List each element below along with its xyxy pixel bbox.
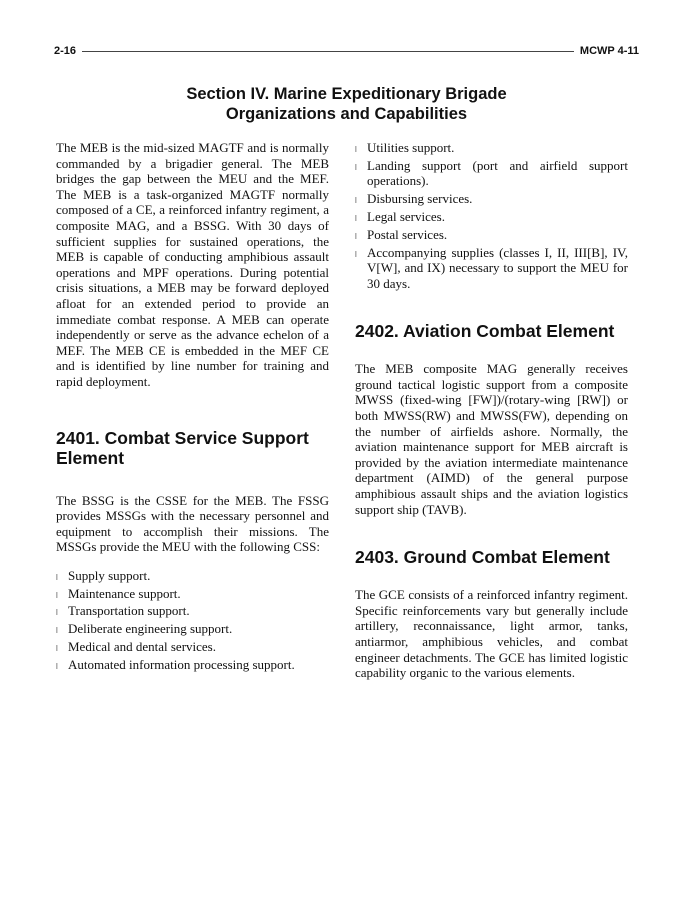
bullet-icon: l [56,644,58,653]
css-list-left [56,568,329,673]
section-title-line-1: Section IV. Marine Expeditionary Brigade [186,85,507,103]
page-number: 2-16 [54,45,77,57]
heading-2403: 2403. Ground Combat Element [355,547,610,568]
left-column [56,140,329,675]
bullet-icon: l [56,608,58,618]
css-list-right [355,140,628,291]
section-title [54,84,639,124]
bullet-icon: l [355,145,357,154]
list-item: l Maintenance support. [56,586,329,602]
right-column [355,140,628,681]
bullet-icon: l [355,249,357,259]
bullet-icon: l [355,196,357,206]
bullet-icon: l [56,661,58,671]
page-header [54,44,639,58]
intro-paragraph: The MEB is the mid-sized MAGTF and is normally commanded by a brigadier general. The MEB bridges the gap between the MEU and the MEF. The MEB is a task-organized MAGTF normally composed of a CE, a reinforced infantry regiment, a composite MAG, and a BSSG. With 30 days of sufficient supplies for sustained operations, the MEB is capable of conducting amphibious assault operations and MPF operations. During potential crisis situations, a MEB may be forward deployed afloat for an extended period to provide an immediate combat response. A MEB can operate independently or serve as the advance echelon of a MEF. The MEB CE is embedded in the MEF CE and is identified by line number for training and rapid deployment. [56,140,329,389]
header-rule [82,51,574,52]
list-item: l Deliberate engineering support. [56,621,329,637]
bullet-icon: l [56,572,58,582]
ace-paragraph: The MEB composite MAG generally receives ground tactical logistic support from a composite MWSS (fixed-wing [FW])/(rotary-wing [RW]) or both MWSS(RW) and MWSS(FW), depending on the number of airfields ashore. Normally, the aviation maintenance support for MEB aircraft is provided by the aviation intermediate maintenance department (AIMD) of the general purpose amphibious assault ships and the aviation logistics support ship (TAVB). [355,361,628,517]
list-item: l Automated information processing support. [56,657,329,673]
list-item: l Postal services. [355,227,628,243]
bullet-icon: l [56,590,58,600]
bullet-icon: l [355,213,357,223]
heading-2401: 2401. Combat Service Support Element [56,427,309,468]
list-item: l Transportation support. [56,603,329,619]
list-item: l Medical and dental services. [56,639,329,655]
list-item: l Disbursing services. [355,191,628,207]
list-item: l Accompanying supplies (classes I, II, III[B], IV, V[W], and IX) necessary to support the MEU for 30 days. [355,244,628,291]
list-item: l Supply support. [56,568,329,584]
heading-2402: 2402. Aviation Combat Element [355,321,615,342]
list-item: l Landing support (port and airfield support operations). [355,157,628,189]
publication-id: MCWP 4-11 [579,45,639,57]
list-item: l Utilities support. [355,140,628,156]
list-item: l Legal services. [355,209,628,225]
css-paragraph: The BSSG is the CSSE for the MEB. The FSSG provides MSSGs with the necessary personnel and equipment to accomplish their missions. The MSSGs provide the MEU with the following CSS: [56,492,329,555]
bullet-icon: l [355,231,357,241]
bullet-icon: l [56,626,58,636]
bullet-icon: l [355,162,357,172]
section-title-line-2: Organizations and Capabilities [225,105,468,123]
gce-paragraph: The GCE consists of a reinforced infantry regiment. Specific reinforcements vary but generally include artillery, reconnaissance, light armor, tanks, antiarmor, amphibious vehicles, and combat engineer detachments. The GCE has limited logistic capability organic to the various elements. [355,587,628,681]
